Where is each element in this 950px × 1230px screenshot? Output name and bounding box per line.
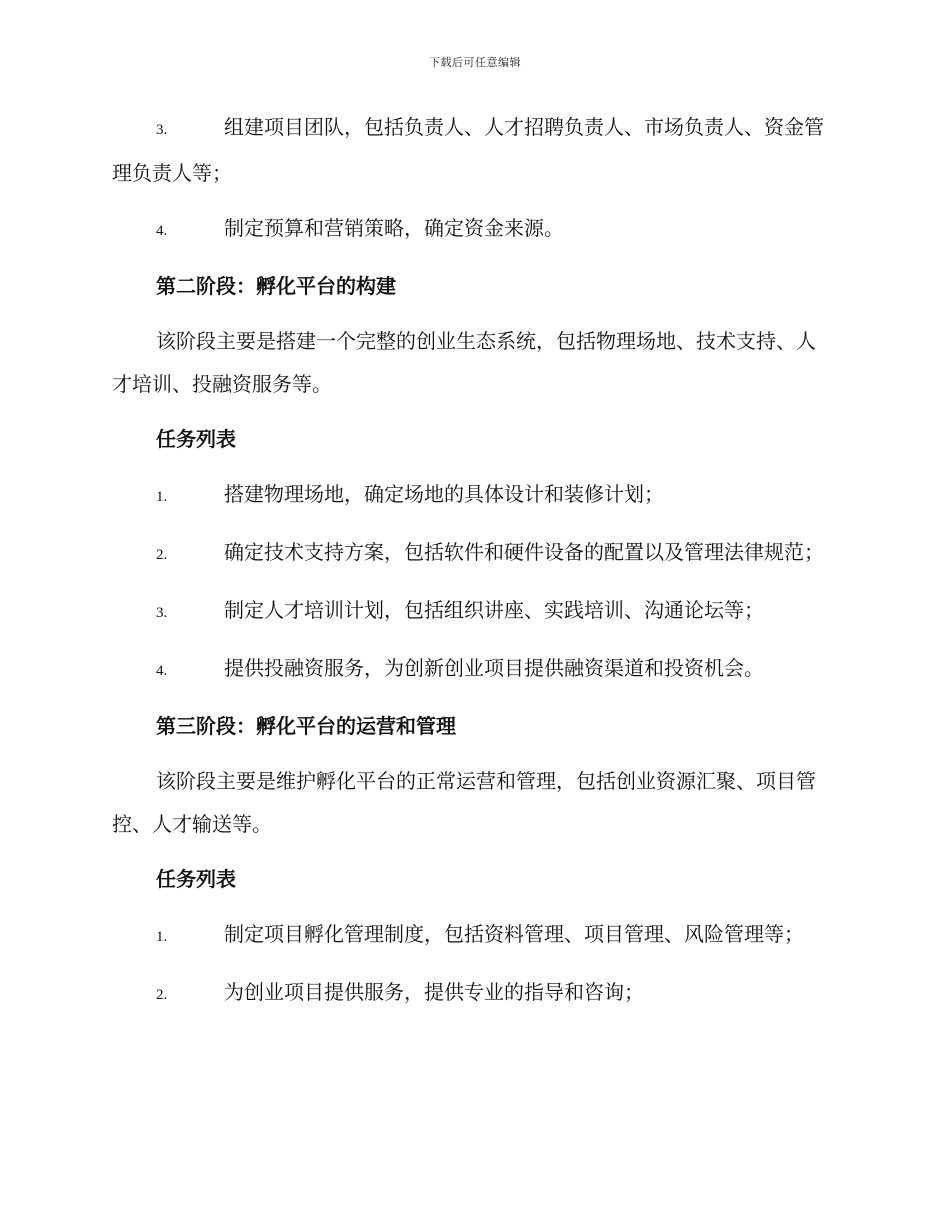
page-header: 下载后可任意编辑 xyxy=(429,56,521,69)
list-text: 提供投融资服务，为创新创业项目提供融资渠道和投资机会。 xyxy=(224,656,764,680)
list-item xyxy=(112,473,834,519)
list-text: 组建项目团队，包括负责人、人才招聘负责人、市场负责人、资金管理负责人等； xyxy=(112,115,824,185)
list-number: 4. xyxy=(156,223,168,239)
list-text: 制定人才培训计划，包括组织讲座、实践培训、沟通论坛等； xyxy=(224,598,764,622)
list-number: 3. xyxy=(156,605,168,621)
document-body xyxy=(112,106,834,1029)
list-item xyxy=(112,647,834,693)
section-heading: 第二阶段：孵化平台的构建 xyxy=(156,274,396,298)
paragraph: 该阶段主要是搭建一个完整的创业生态系统，包括物理场地、技术支持、人才培训、投融资服务等。 xyxy=(112,329,816,396)
list-text: 搭建物理场地，确定场地的具体设计和装修计划； xyxy=(224,482,664,506)
list-text: 制定预算和营销策略，确定资金来源。 xyxy=(224,216,564,240)
list-item xyxy=(112,913,834,959)
list-item xyxy=(112,207,834,253)
list-text: 制定项目孵化管理制度，包括资料管理、项目管理、风险管理等； xyxy=(224,922,804,946)
list-number: 2. xyxy=(156,987,168,1003)
list-item xyxy=(112,589,834,635)
task-list-heading: 任务列表 xyxy=(156,867,236,891)
list-item xyxy=(112,106,834,195)
task-list-heading: 任务列表 xyxy=(156,427,236,451)
list-text: 确定技术支持方案，包括软件和硬件设备的配置以及管理法律规范； xyxy=(224,540,824,564)
list-number: 4. xyxy=(156,663,168,679)
list-number: 1. xyxy=(156,489,168,505)
list-item xyxy=(112,971,834,1017)
list-number: 3. xyxy=(156,122,168,138)
list-number: 1. xyxy=(156,929,168,945)
paragraph: 该阶段主要是维护孵化平台的正常运营和管理，包括创业资源汇聚、项目管控、人才输送等。 xyxy=(112,769,816,836)
section-heading: 第三阶段：孵化平台的运营和管理 xyxy=(156,714,456,738)
list-item xyxy=(112,531,834,577)
list-number: 2. xyxy=(156,547,168,563)
list-text: 为创业项目提供服务，提供专业的指导和咨询； xyxy=(224,980,644,1004)
